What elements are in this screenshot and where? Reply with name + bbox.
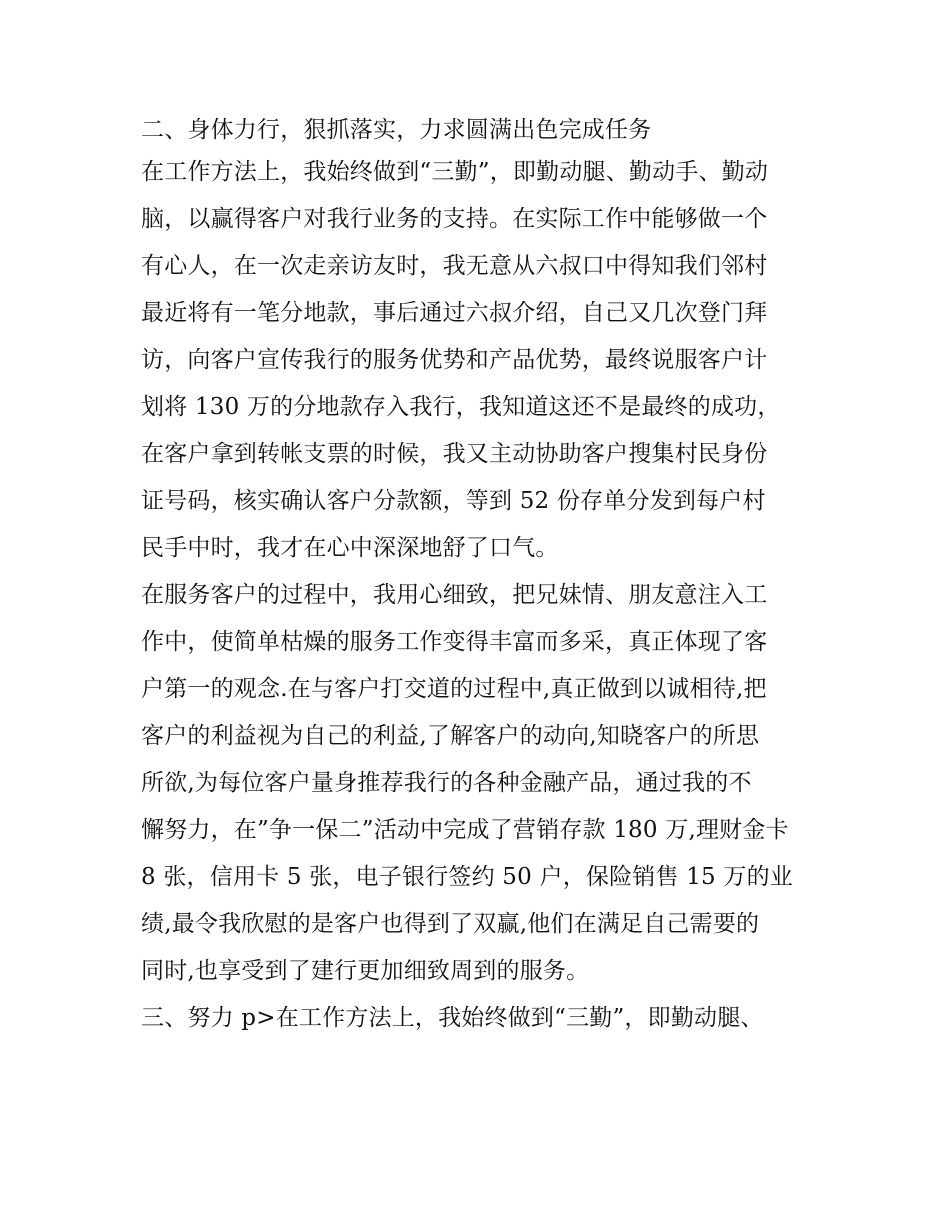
text-line: 绩,最令我欣慰的是客户也得到了双赢,他们在满足自己需要的 bbox=[141, 911, 760, 937]
text-line: 在工作方法上，我始终做到“三勤”，即勤动腿、勤动手、勤动 bbox=[141, 159, 769, 185]
document-page bbox=[141, 113, 821, 1048]
section-heading: 二、身体力行，狠抓落实，力求圆满出色完成任务 bbox=[141, 117, 652, 143]
text-line: 同时,也享受到了建行更加细致周到的服务。 bbox=[141, 958, 590, 984]
text-line: 懈努力，在”争一保二”活动中完成了营销存款 180 万,理财金卡 bbox=[141, 817, 789, 843]
text-line: 有心人，在一次走亲访友时，我无意从六叔口中得知我们邻村 bbox=[141, 253, 768, 279]
text-line: 8 张，信用卡 5 张，电子银行签约 50 户，保险销售 15 万的业 bbox=[141, 864, 793, 890]
text-line: 客户的利益视为自己的利益,了解客户的动向,知晓客户的所思 bbox=[141, 723, 760, 749]
text-line: 作中，使简单枯燥的服务工作变得丰富而多采，真正体现了客 bbox=[141, 629, 768, 655]
text-line: 三、努力 p>在工作方法上，我始终做到“三勤”，即勤动腿、 bbox=[141, 1005, 764, 1031]
text-line: 证号码，核实确认客户分款额，等到 52 份存单分发到每户村 bbox=[141, 488, 766, 514]
text-line: 户第一的观念.在与客户打交道的过程中,真正做到以诚相待,把 bbox=[141, 676, 767, 702]
text-line: 脑，以赢得客户对我行业务的支持。在实际工作中能够做一个 bbox=[141, 206, 768, 232]
text-line: 所欲,为每位客户量身推荐我行的各种金融产品，通过我的不 bbox=[141, 770, 752, 796]
text-line: 访，向客户宣传我行的服务优势和产品优势，最终说服客户计 bbox=[141, 347, 768, 373]
text-line: 在服务客户的过程中，我用心细致，把兄妹情、朋友意注入工 bbox=[141, 582, 768, 608]
text-line: 民手中时，我才在心中深深地舒了口气。 bbox=[141, 535, 559, 561]
text-line: 在客户拿到转帐支票的时候，我又主动协助客户搜集村民身份 bbox=[141, 441, 768, 467]
text-line: 划将 130 万的分地款存入我行，我知道这还不是最终的成功， bbox=[141, 394, 781, 420]
text-line: 最近将有一笔分地款，事后通过六叔介绍，自己又几次登门拜 bbox=[141, 300, 768, 326]
